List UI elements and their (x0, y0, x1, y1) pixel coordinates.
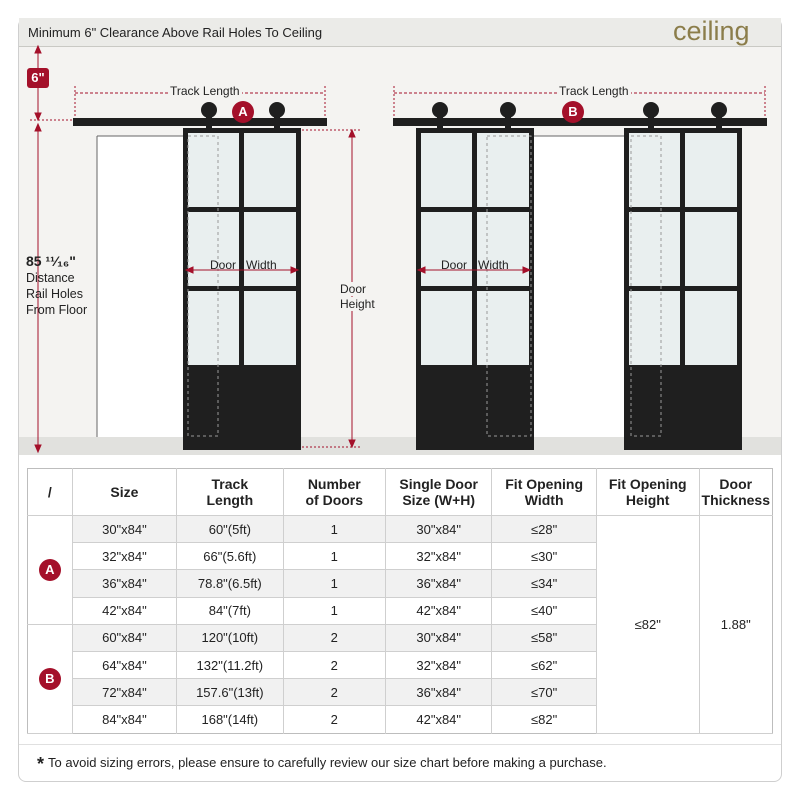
header-fit-opening-width: Fit Opening Width (492, 469, 597, 516)
track-length-label-b: Track Length (559, 84, 629, 98)
cell-track: 66"(5.6ft) (177, 543, 283, 570)
cell-doors: 1 (283, 516, 386, 543)
table-row (28, 516, 773, 543)
track-length-label-a: Track Length (170, 84, 240, 98)
rail-distance-value: 85 ¹¹⁄₁₆" (26, 253, 76, 269)
badge-a-table: A (39, 559, 61, 581)
cell-track: 84"(7ft) (177, 597, 283, 624)
cell-single: 42"x84" (386, 706, 492, 733)
cell-size: 42"x84" (72, 597, 176, 624)
cell-size: 84"x84" (72, 706, 176, 733)
cell-size: 64"x84" (72, 651, 176, 678)
cell-track: 168"(14ft) (177, 706, 283, 733)
header-group: / (28, 469, 73, 516)
cell-size: 30"x84" (72, 516, 176, 543)
door-b-left (416, 128, 534, 450)
header-fit-opening-height: Fit Opening Height (596, 469, 699, 516)
header-door-thickness: Door Thickness (699, 469, 772, 516)
door-height-label-1: Door (340, 282, 367, 296)
cell-size: 36"x84" (72, 570, 176, 597)
cell-doors: 1 (283, 543, 386, 570)
cell-single: 32"x84" (386, 543, 492, 570)
cell-size: 32"x84" (72, 543, 176, 570)
cell-single: 42"x84" (386, 597, 492, 624)
cell-single: 30"x84" (386, 624, 492, 651)
header-single-door-size: Single Door Size (W+H) (386, 469, 492, 516)
cell-single: 36"x84" (386, 570, 492, 597)
cell-doors: 2 (283, 679, 386, 706)
header-track-length: Track Length (177, 469, 283, 516)
rail-distance-label (26, 253, 87, 318)
size-chart-table (27, 468, 773, 734)
cell-single: 32"x84" (386, 651, 492, 678)
header-size: Size (72, 469, 176, 516)
rail-distance-line3: From Floor (26, 303, 88, 317)
footnote-divider (19, 744, 781, 745)
door-b-right (624, 128, 742, 450)
cell-track: 78.8"(6.5ft) (177, 570, 283, 597)
door-height-label-2: Height (340, 297, 375, 311)
cell-track: 157.6"(13ft) (177, 679, 283, 706)
cell-track: 132"(11.2ft) (177, 651, 283, 678)
cell-fit-width: ≤40" (492, 597, 597, 624)
rail-distance-line2: Rail Holes (26, 287, 83, 301)
group-b-cell (28, 624, 73, 733)
cell-size: 72"x84" (72, 679, 176, 706)
cell-fit-width: ≤82" (492, 706, 597, 733)
cell-fit-width: ≤62" (492, 651, 597, 678)
cell-track: 60"(5ft) (177, 516, 283, 543)
cell-doors: 2 (283, 706, 386, 733)
cell-single: 36"x84" (386, 679, 492, 706)
cell-fit-width: ≤28" (492, 516, 597, 543)
door-width-label-a-door: Door (210, 258, 237, 272)
cell-doors: 1 (283, 597, 386, 624)
cell-track: 120"(10ft) (177, 624, 283, 651)
badge-b: B (562, 101, 584, 123)
cell-fit-width: ≤34" (492, 570, 597, 597)
group-a-cell (28, 516, 73, 625)
asterisk-icon: * (37, 754, 45, 774)
clearance-dimension (30, 46, 180, 120)
cell-thickness: 1.88" (699, 516, 772, 734)
cell-doors: 1 (283, 570, 386, 597)
sizing-footnote (37, 754, 607, 775)
footnote-text: To avoid sizing errors, please ensure to carefully review our size chart before making a purchase. (48, 755, 607, 770)
door-a (183, 128, 301, 450)
opening-a-left (97, 136, 187, 437)
cell-single: 30"x84" (386, 516, 492, 543)
badge-b-table: B (39, 668, 61, 690)
door-width-label-b-door: Door (441, 258, 468, 272)
door-width-label-b-width: Width (478, 258, 509, 272)
ceiling-label: ceiling (673, 16, 750, 46)
cell-doors: 2 (283, 651, 386, 678)
opening-b-middle (534, 136, 626, 437)
cell-fit-width: ≤58" (492, 624, 597, 651)
badge-a: A (232, 101, 254, 123)
rail-distance-line1: Distance (26, 271, 75, 285)
header-number-of-doors: Number of Doors (283, 469, 386, 516)
ceiling-clearance-note: Minimum 6" Clearance Above Rail Holes To Ceiling (28, 25, 323, 40)
cell-doors: 2 (283, 624, 386, 651)
cell-fit-height: ≤82" (596, 516, 699, 734)
cell-fit-width: ≤30" (492, 543, 597, 570)
cell-size: 60"x84" (72, 624, 176, 651)
cell-fit-width: ≤70" (492, 679, 597, 706)
door-width-label-a-width: Width (246, 258, 277, 272)
clearance-badge: 6" (27, 68, 49, 88)
